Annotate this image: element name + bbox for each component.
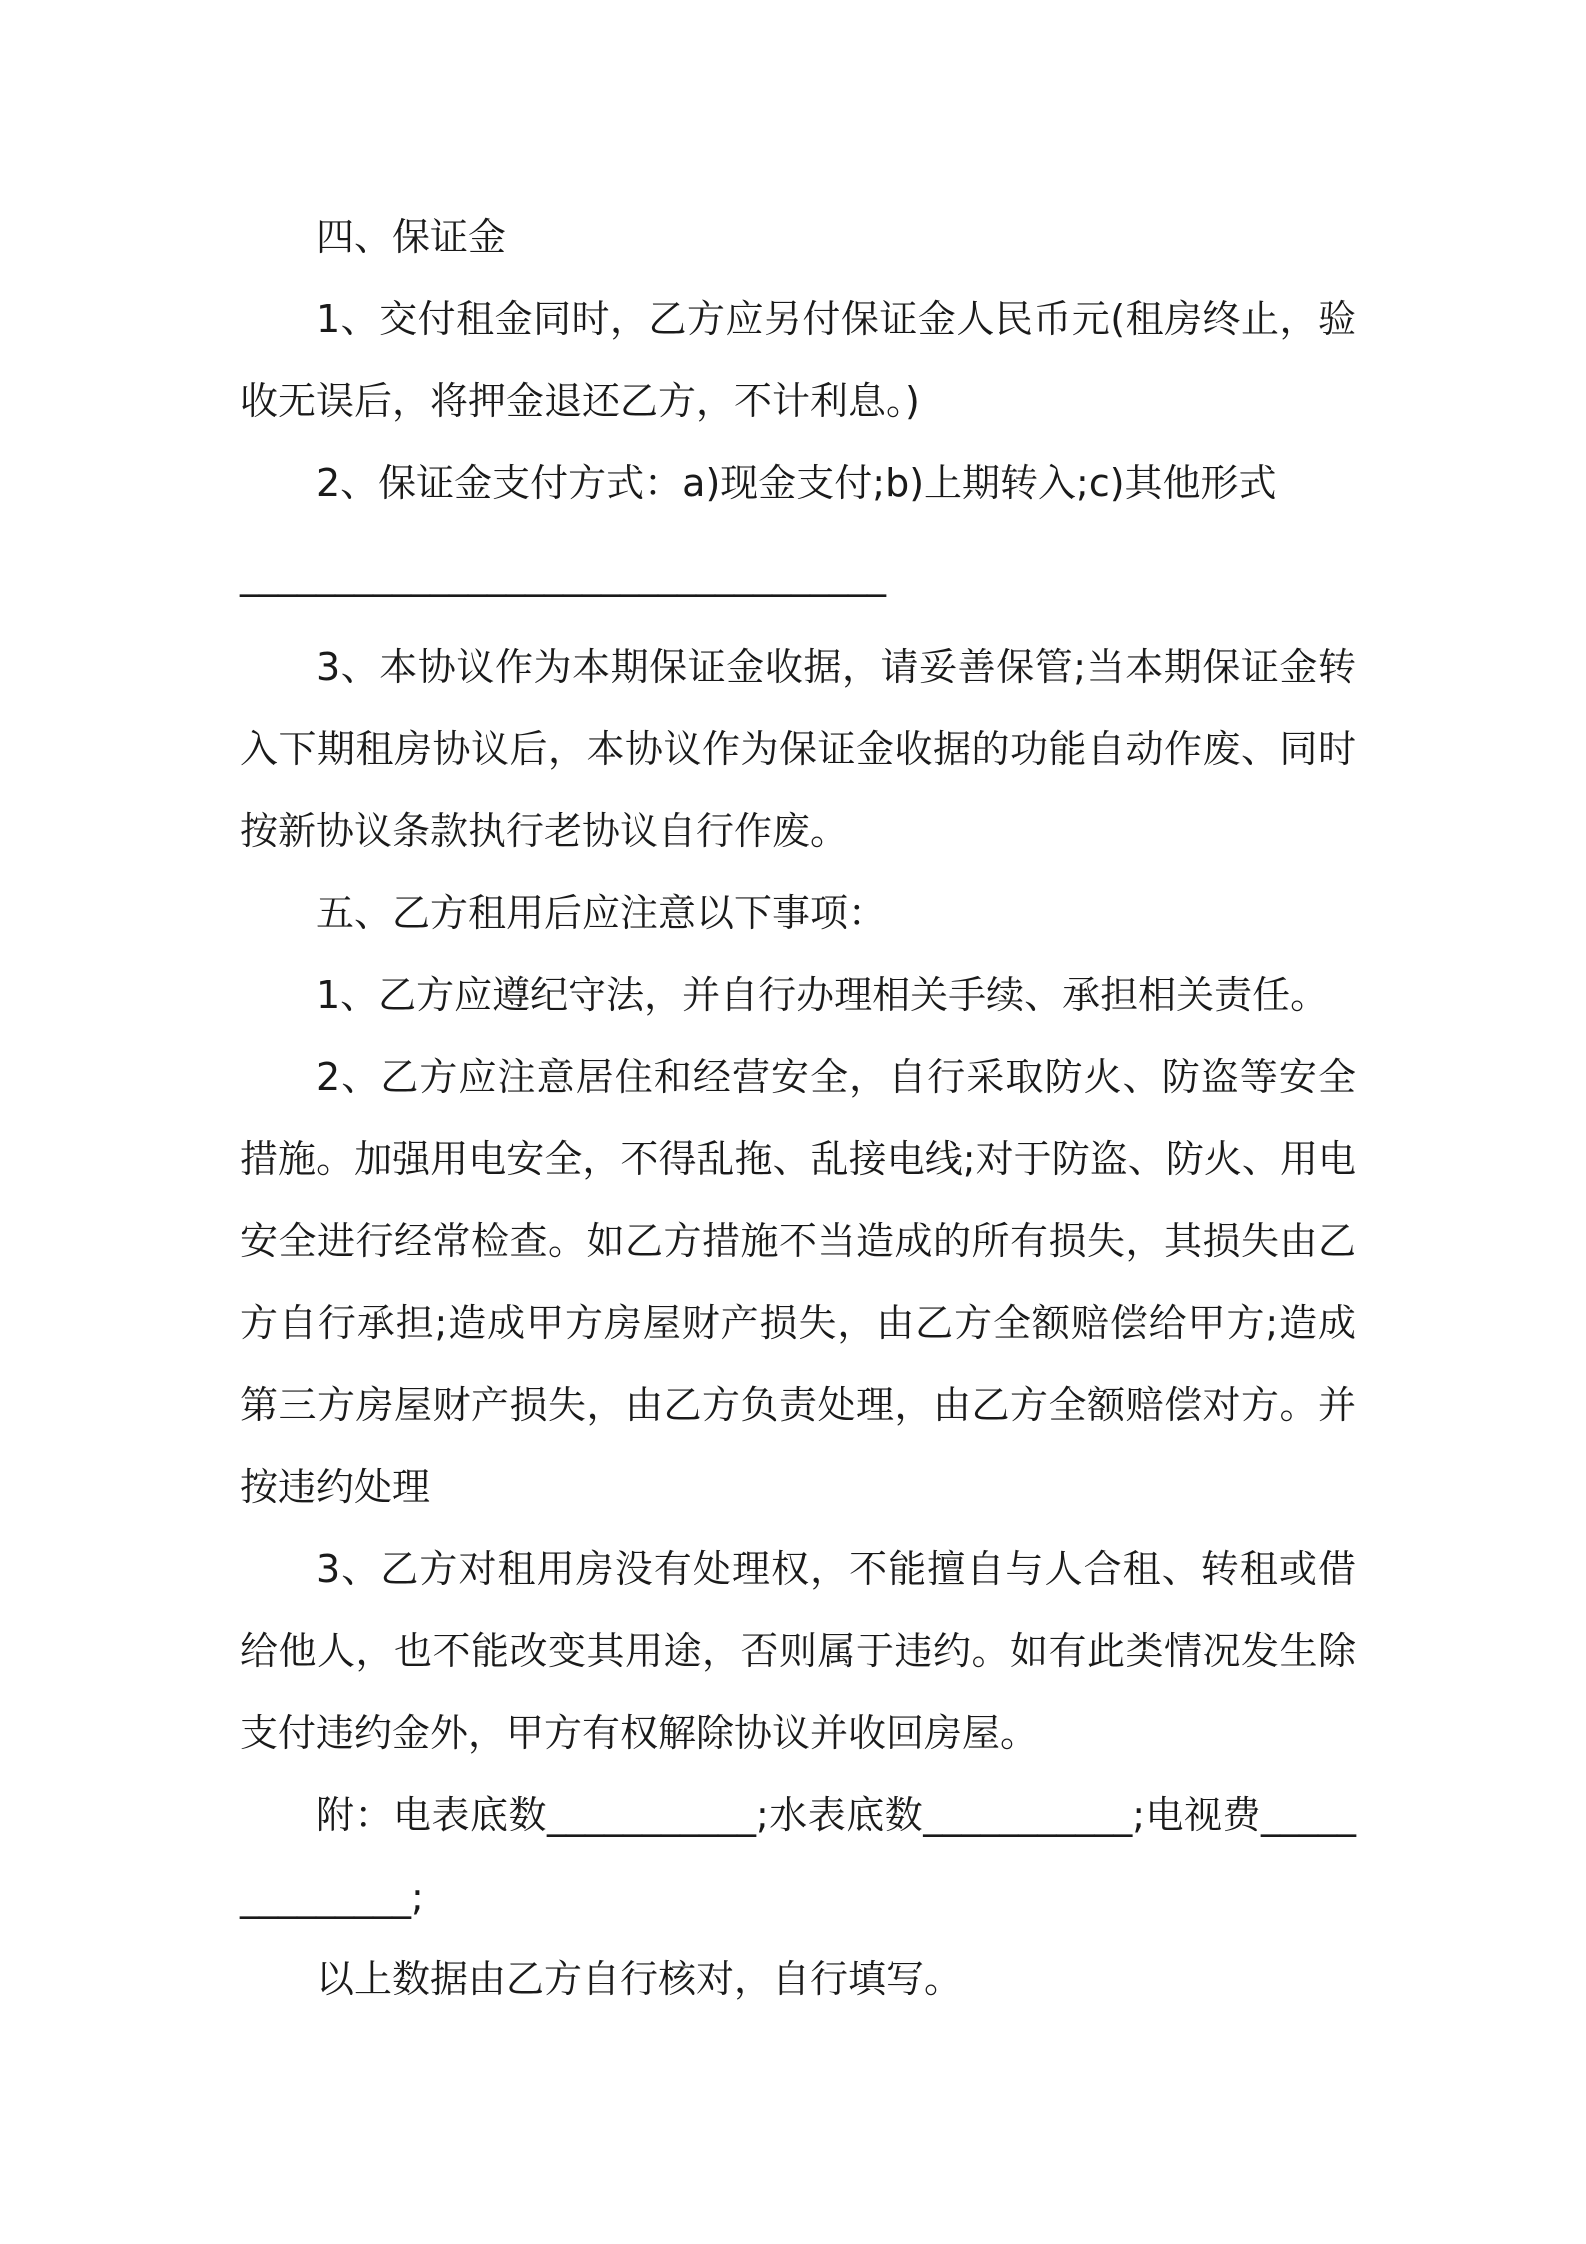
blank-line: __________________________________ (240, 553, 886, 597)
closing-note: 以上数据由乙方自行核对，自行填写。 (316, 1957, 963, 2001)
section-heading-deposit: 四、保证金 (316, 215, 507, 259)
meter-readings-line: 附：电表底数___________;水表底数___________;电视费______________; (240, 1793, 1356, 1919)
deposit-clause-3: 3、本协议作为本期保证金收据，请妥善保管;当本期保证金转入下期租房协议后，本协议作为保证金收据的功能自动作废、同时按新协议条款执行老协议自行作废。 (240, 645, 1356, 853)
notes-clause-1: 1、乙方应遵纪守法，并自行办理相关手续、承担相关责任。 (316, 973, 1329, 1017)
section-heading-notes: 五、乙方租用后应注意以下事项： (316, 891, 887, 935)
notes-clause-2: 2、乙方应注意居住和经营安全，自行采取防火、防盗等安全措施。加强用电安全，不得乱拖、乱接电线;对于防盗、防火、用电安全进行经常检查。如乙方措施不当造成的所有损失，其损失由乙方自行承担;造成甲方房屋财产损失，由乙方全额赔偿给甲方;造成第三方房屋财产损失，由乙方负责处理，由乙方全额赔偿对方。并按违约处理 (240, 1055, 1356, 1509)
document-body (240, 196, 1356, 2020)
deposit-clause-2: 2、保证金支付方式：a)现金支付;b)上期转入;c)其他形式 (316, 461, 1277, 505)
notes-clause-3: 3、乙方对租用房没有处理权，不能擅自与人合租、转租或借给他人，也不能改变其用途，否则属于违约。如有此类情况发生除支付违约金外，甲方有权解除协议并收回房屋。 (240, 1547, 1356, 1755)
deposit-clause-1: 1、交付租金同时，乙方应另付保证金人民币元(租房终止，验收无误后，将押金退还乙方，不计利息。) (240, 297, 1356, 423)
